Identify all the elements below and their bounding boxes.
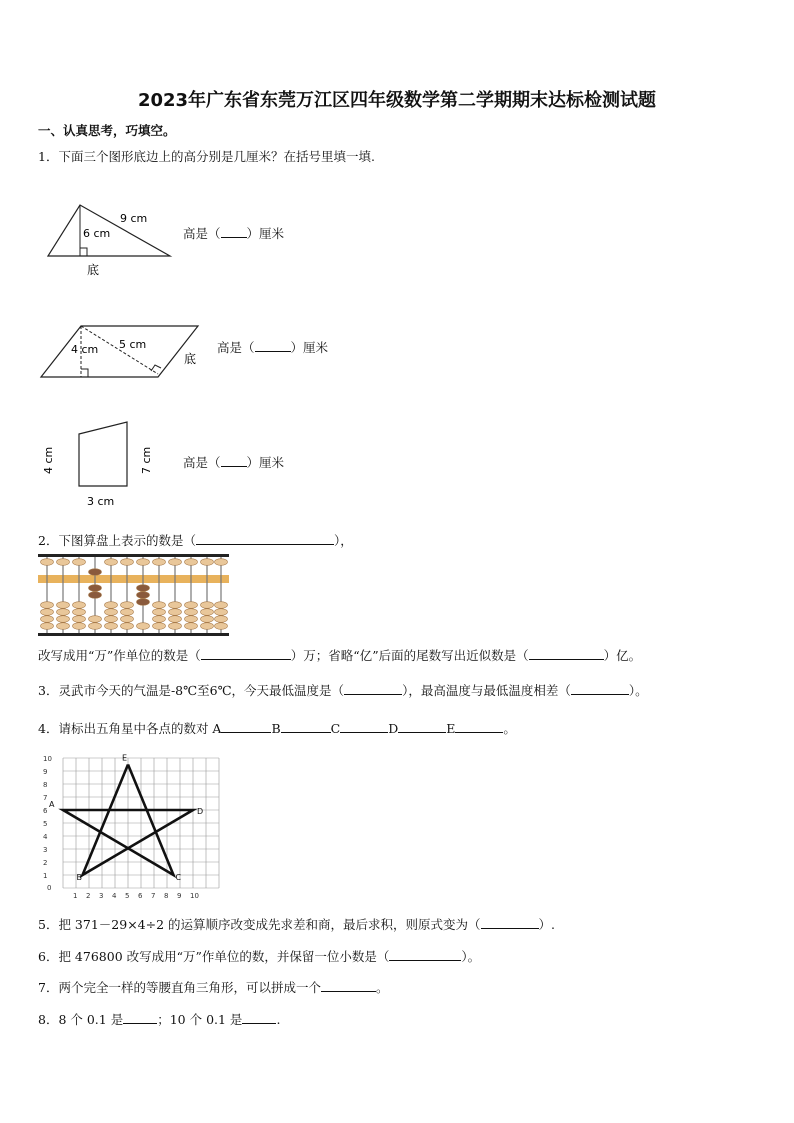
answer-blank-c[interactable] (340, 720, 388, 733)
section-heading: 一、认真思考，巧填空。 (38, 123, 176, 138)
abacus-bead (153, 559, 166, 566)
abacus-bead (215, 602, 228, 609)
right-angle-mark (80, 248, 87, 256)
question-4: 4．请标出五角星中各点的数对 A B C D E 。 (38, 721, 516, 736)
abacus-bead (137, 599, 150, 606)
abacus-bead (185, 616, 198, 623)
abacus-bead (201, 609, 214, 616)
answer-blank[interactable] (255, 339, 291, 352)
x-tick-label: 9 (177, 892, 182, 900)
y-tick-label: 4 (43, 833, 48, 841)
abacus-bead (201, 559, 214, 566)
answer-1c: 高是（ ）厘米 (183, 455, 285, 470)
abacus-bead (89, 623, 102, 630)
abacus-bead (169, 602, 182, 609)
abacus-bead (105, 609, 118, 616)
abacus-bead (121, 616, 134, 623)
x-tick-label: 10 (190, 892, 199, 900)
abacus-bead (185, 559, 198, 566)
answer-blank-d[interactable] (398, 720, 446, 733)
y-tick-label: 5 (43, 820, 48, 828)
abacus-bead (73, 616, 86, 623)
question-2: 2．下图算盘上表示的数是（ ）， (38, 533, 353, 548)
answer-blank[interactable] (123, 1011, 157, 1024)
abacus-bead (137, 559, 150, 566)
abacus-bead (57, 559, 70, 566)
abacus-bead (153, 616, 166, 623)
question-7: 7．两个完全一样的等腰直角三角形，可以拼成一个 。 (38, 980, 389, 995)
point-label-e: E (122, 753, 128, 763)
answer-1a: 高是（ ）厘米 (183, 226, 285, 241)
abacus-top-frame (38, 554, 229, 557)
abacus-bead (121, 559, 134, 566)
triangle-side-label: 9 cm (120, 212, 148, 225)
answer-blank-a[interactable] (221, 720, 271, 733)
x-tick-label: 6 (138, 892, 143, 900)
abacus-bead (57, 609, 70, 616)
answer-blank[interactable] (571, 682, 629, 695)
abacus-beam (38, 575, 229, 583)
abacus-bead (105, 559, 118, 566)
x-tick-label: 8 (164, 892, 169, 900)
abacus-bead (137, 592, 150, 599)
abacus (38, 553, 230, 639)
abacus-bead (137, 623, 150, 630)
abacus-bead (105, 616, 118, 623)
answer-blank[interactable] (221, 225, 247, 238)
abacus-bead (57, 623, 70, 630)
y-tick-label: 7 (43, 794, 48, 802)
x-tick-label: 7 (151, 892, 156, 900)
abacus-bead (169, 559, 182, 566)
abacus-bead (73, 623, 86, 630)
abacus-bead (153, 623, 166, 630)
question-3: 3．灵武市今天的气温是-8℃至6℃，今天最低温度是（ ），最高温度与最低温度相差（ ）。 (38, 683, 648, 698)
abacus-bead (201, 623, 214, 630)
abacus-bead (185, 623, 198, 630)
abacus-bead (201, 616, 214, 623)
x-tick-label: 1 (73, 892, 78, 900)
y-tick-label: 9 (43, 768, 48, 776)
answer-blank[interactable] (242, 1011, 276, 1024)
abacus-bead (169, 609, 182, 616)
trapezoid-right-label: 7 cm (140, 446, 153, 474)
abacus-rods (41, 557, 228, 633)
y-tick-label: 6 (43, 807, 48, 815)
abacus-bead (41, 602, 54, 609)
answer-blank[interactable] (481, 916, 539, 929)
question-1: 1．下面三个图形底边上的高分别是几厘米？在括号里填一填. (38, 149, 375, 164)
right-angle-mark (81, 369, 88, 377)
abacus-bead (73, 609, 86, 616)
abacus-bead (41, 623, 54, 630)
y-tick-label: 10 (43, 755, 52, 763)
question-6: 6．把 476800 改写成用“万”作单位的数，并保留一位小数是（ ）。 (38, 949, 481, 964)
abacus-bead (153, 602, 166, 609)
abacus-bead (89, 592, 102, 599)
answer-blank[interactable] (529, 647, 604, 660)
parallelogram-side-label: 5 cm (119, 338, 147, 351)
abacus-bead (89, 616, 102, 623)
abacus-bead (153, 609, 166, 616)
trapezoid-bottom-label: 3 cm (87, 495, 115, 508)
coordinate-grid (43, 755, 219, 900)
answer-blank[interactable] (321, 979, 376, 992)
x-tick-label: 0 (47, 884, 52, 892)
abacus-bead (105, 602, 118, 609)
answer-1b: 高是（ ）厘米 (217, 340, 329, 355)
abacus-bead (73, 602, 86, 609)
point-label-b: B (76, 873, 82, 882)
abacus-bead (137, 585, 150, 592)
x-tick-label: 3 (99, 892, 104, 900)
answer-blank[interactable] (221, 454, 247, 467)
abacus-bead (41, 609, 54, 616)
y-tick-label: 8 (43, 781, 48, 789)
y-tick-label: 2 (43, 859, 48, 867)
abacus-bead (215, 616, 228, 623)
abacus-bead (89, 569, 102, 576)
triangle-height-label: 6 cm (83, 227, 111, 240)
x-tick-label: 4 (112, 892, 117, 900)
answer-blank[interactable] (344, 682, 402, 695)
parallelogram-shape (41, 326, 198, 377)
triangle-base-label: 底 (87, 263, 100, 277)
question-2-line2: 改写成用“万”作单位的数是（ ）万；省略“亿”后面的尾数写出近似数是（ ）亿。 (38, 648, 642, 663)
abacus-bead (121, 623, 134, 630)
abacus-bead (201, 602, 214, 609)
y-tick-label: 3 (43, 846, 48, 854)
abacus-bead (41, 616, 54, 623)
parallelogram-height-label: 4 cm (71, 343, 99, 356)
triangle-figure (40, 195, 180, 280)
abacus-bead (215, 609, 228, 616)
abacus-bead (185, 602, 198, 609)
x-tick-label: 5 (125, 892, 130, 900)
y-tick-label: 1 (43, 872, 48, 880)
answer-blank-e[interactable] (455, 720, 503, 733)
trapezoid-shape (79, 422, 127, 486)
answer-blank[interactable] (389, 948, 461, 961)
abacus-bead (41, 559, 54, 566)
right-angle-mark (151, 365, 161, 371)
abacus-bead (57, 602, 70, 609)
point-label-a: A (49, 800, 55, 809)
parallelogram-figure (38, 318, 203, 383)
abacus-bead (89, 585, 102, 592)
parallelogram-base-label: 底 (184, 352, 197, 366)
abacus-bead (169, 623, 182, 630)
abacus-bead (57, 616, 70, 623)
trapezoid-left-label: 4 cm (42, 446, 55, 474)
abacus-bottom-frame (38, 633, 229, 636)
star-grid-figure (35, 752, 235, 902)
abacus-bead (215, 623, 228, 630)
answer-blank[interactable] (201, 647, 291, 660)
trapezoid-figure (38, 415, 163, 515)
abacus-bead (185, 609, 198, 616)
abacus-bead (73, 559, 86, 566)
abacus-bead (121, 602, 134, 609)
answer-blank[interactable] (196, 532, 334, 545)
answer-blank-b[interactable] (281, 720, 331, 733)
abacus-bead (169, 616, 182, 623)
point-label-c: C (175, 873, 182, 882)
abacus-bead (105, 623, 118, 630)
abacus-bead (215, 559, 228, 566)
x-tick-label: 2 (86, 892, 91, 900)
point-label-d: D (197, 807, 204, 816)
question-8: 8．8 个 0.1 是 ；10 个 0.1 是 . (38, 1012, 281, 1027)
abacus-bead (121, 609, 134, 616)
page-title: 2023年广东省东莞万江区四年级数学第二学期期末达标检测试题 (137, 90, 657, 111)
question-5: 5．把 371－29×4÷2 的运算顺序改变成先求差和商，最后求积，则原式变为（ ）. (38, 917, 556, 932)
